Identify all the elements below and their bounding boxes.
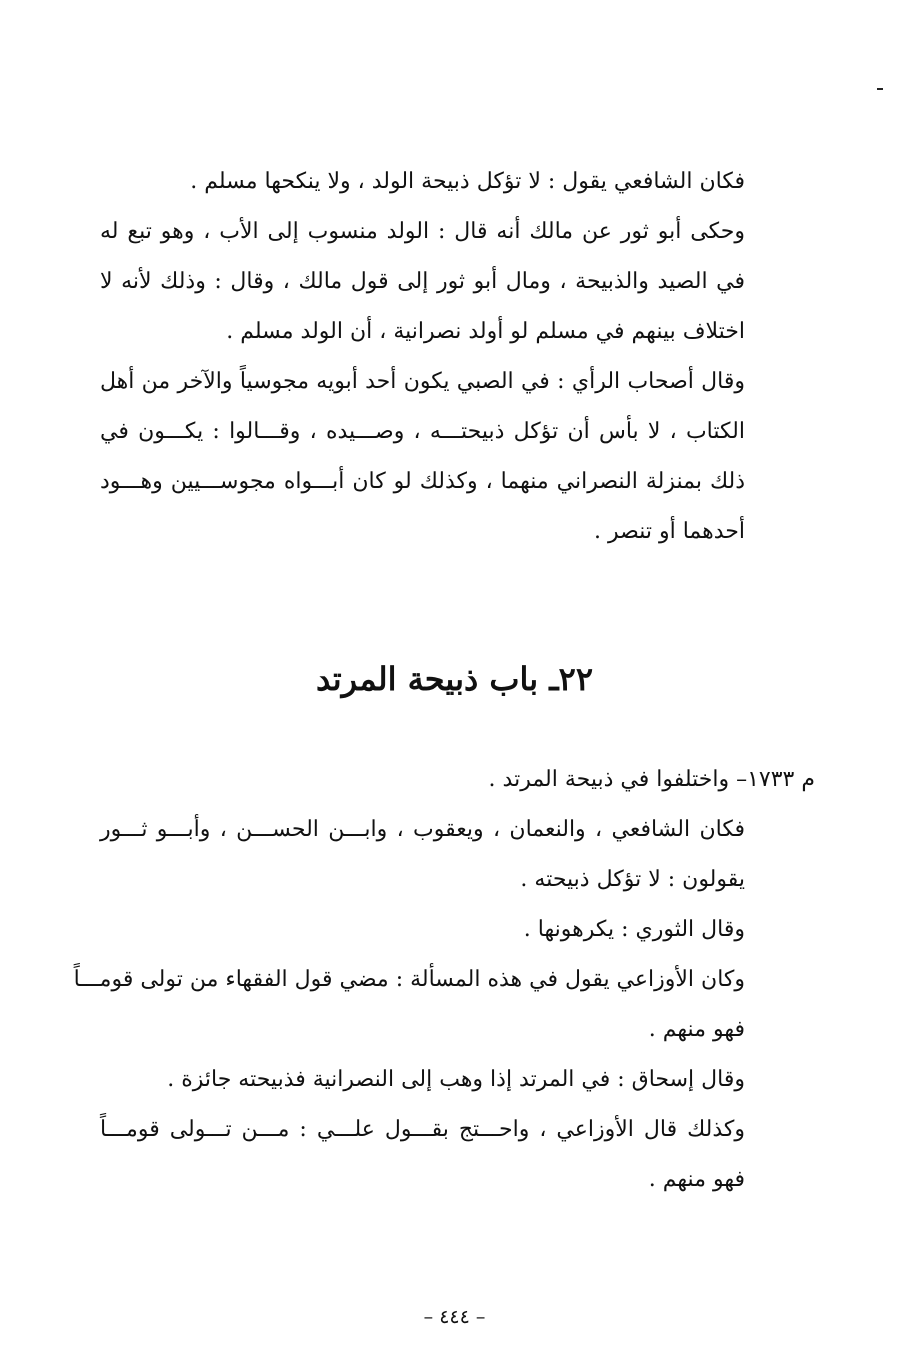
paragraph-marker: م ١٧٣٣– واختلفوا في ذبيحة المرتد .	[488, 767, 815, 792]
text-line	[100, 1062, 745, 1098]
text-line	[100, 264, 745, 300]
text-line	[100, 364, 745, 400]
text-line-content: فكان الشافعي يقول : لا تؤكل ذبيحة الولد ، ولا ينكحها مسلم .	[190, 169, 745, 194]
text-line	[100, 812, 745, 848]
text-line-content: وقال أصحاب الرأي : في الصبي يكون أحد أبويه مجوسياً والآخر من أهل	[100, 369, 745, 394]
text-line-content: وحكى أبو ثور عن مالك أنه قال : الولد منسوب إلى الأب ، وهو تبع له	[100, 219, 745, 244]
text-line-content: أحدهما أو تنصر .	[594, 519, 745, 544]
text-line	[100, 514, 745, 550]
text-line	[73, 962, 745, 998]
text-line-content: وقال الثوري : يكرهونها .	[523, 917, 745, 942]
text-line	[100, 464, 745, 500]
text-line	[100, 1162, 745, 1198]
text-line	[100, 214, 745, 250]
scan-mark	[877, 88, 883, 90]
paragraph-marker-line	[489, 762, 815, 798]
page-number: – ٤٤٤ –	[423, 1306, 486, 1328]
text-line-content: في الصيد والذبيحة ، ومال أبو ثور إلى قول مالك ، وقال : وذلك لأنه لا	[100, 269, 745, 294]
text-line-content: الكتاب ، لا بأس أن تؤكل ذبيحتـــه ، وصـــيده ، وقـــالوا : يكـــون في	[100, 419, 745, 444]
text-line-content: ذلك بمنزلة النصراني منهما ، وكذلك لو كان أبـــواه مجوســـيين وهـــود	[100, 469, 745, 494]
text-line-content: يقولون : لا تؤكل ذبيحته .	[520, 867, 745, 892]
text-line	[100, 912, 745, 948]
text-line-content: فهو منهم .	[648, 1017, 745, 1042]
text-line	[100, 1112, 745, 1148]
text-line	[100, 862, 745, 898]
text-line	[100, 164, 745, 200]
text-line	[100, 314, 745, 350]
text-line	[100, 414, 745, 450]
text-line-content: وقال إسحاق : في المرتد إذا وهب إلى النصرانية فذبيحته جائزة .	[167, 1067, 745, 1092]
text-line-content: فكان الشافعي ، والنعمان ، ويعقوب ، وابـــن الحســـن ، وأبـــو ثـــور	[100, 817, 745, 842]
text-line-content: اختلاف بينهم في مسلم لو أولد نصرانية ، أن الولد مسلم .	[226, 319, 745, 344]
text-line-content: وكان الأوزاعي يقول في هذه المسألة : مضي قول الفقهاء من تولى قومـــاً	[73, 967, 745, 992]
chapter-heading: ٢٢ـ باب ذبيحة المرتد	[315, 660, 594, 698]
text-line	[100, 1012, 745, 1048]
text-line-content: فهو منهم .	[648, 1167, 745, 1192]
text-line-content: وكذلك قال الأوزاعي ، واحـــتج بقـــول علـــي : مـــن تـــولى قومـــاً	[100, 1117, 745, 1142]
